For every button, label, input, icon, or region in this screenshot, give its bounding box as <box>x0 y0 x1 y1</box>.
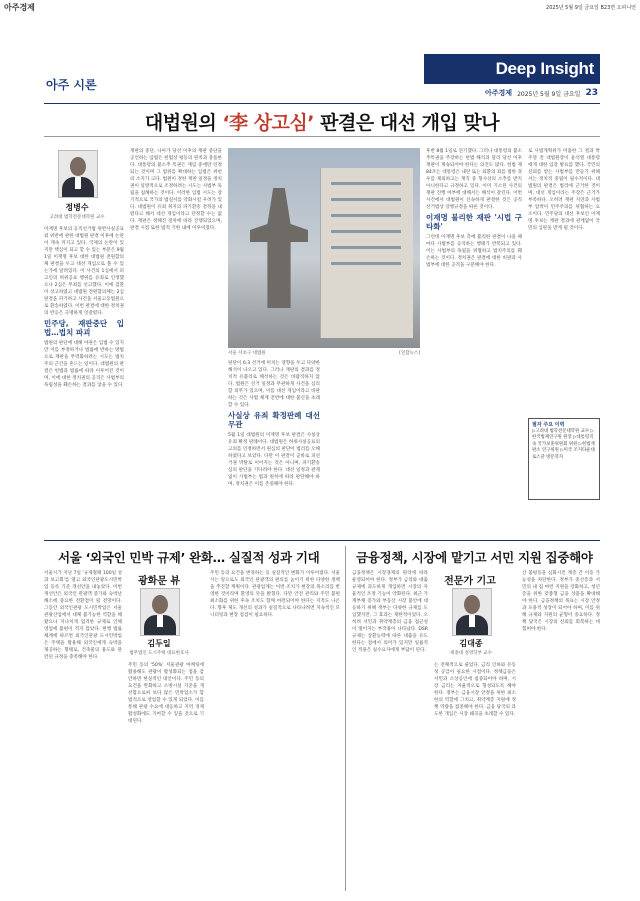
headline-quote: ‘李 상고심’ <box>222 112 314 134</box>
headline-pre: 대법원의 <box>144 112 223 134</box>
author-role: 고려대 법학전문대학원 교수 <box>49 215 105 220</box>
article-subhead: 민주당, 재판중단 입법…법치 파괴 <box>44 319 124 337</box>
author-portrait <box>58 150 98 198</box>
series-title: Deep Insight <box>495 59 594 78</box>
column-label: 전문가 기고 <box>444 576 496 587</box>
contributor-name: 김대종 <box>459 639 483 648</box>
page-topbar <box>0 0 640 14</box>
headline-post: 판결은 대선 개입 맞나 <box>314 112 500 134</box>
article-paragraph: 5월 1일 대법원의 이재명 후보 판결은 사실상 유죄 확정 판례이다. 대법원은 허위사실공표의 고의를 인정하면서 원심의 판단이 법리를 오해하였다고 보았다. 다만 이 판결이 곧바로 피선거권 박탈로 이어지는 것은 아니며, 파기환송심의 판단을 기다려야 한다. 대선 일정과 관계없이 사법부는 법과 원칙에 따라 판단해야 하며, 정치권은 이를 존중해야 한다. <box>228 433 320 487</box>
author-profile-box <box>528 418 600 500</box>
article-column-4 <box>426 148 522 530</box>
column-label: 광화문 뷰 <box>137 576 181 587</box>
article-column-5 <box>528 148 600 414</box>
bottom-right-column-2 <box>434 662 516 890</box>
main-headline <box>44 108 600 135</box>
article-subhead: 이재명 불리한 재판 '시법 구타화' <box>426 213 522 231</box>
author-name: 정병수 <box>65 203 89 212</box>
article-column-3 <box>228 360 320 530</box>
masthead-brand: 아주경제 <box>4 2 35 12</box>
section-header <box>44 54 600 102</box>
article-paragraph: 주민 동의 '50%' 서울관광 마케팅에 활용해도 관광이 활성화되는 점을 감안하면 현실적인 대안이다. 주민 동의 요건을 완화하고 소방시설 기준을 개선함으로써 보다 많은 민박업소가 합법적으로 영업할 수 있게 되었다. 이를 통해 관광 수요에 대응하고 지역 경제 활성화에도 기여할 수 있을 것으로 기대된다. <box>128 663 204 724</box>
article-paragraph: 산 불평등을 심화시킨 계층 간 이동 가능성을 차단한다. 정부가 중산층과 서민의 내 집 마련 지원을 강화하고, 청년층을 위한 맞춤형 금융 상품을 확대해야 한다. 금융정책의 목표는 시장 안정과 포용적 성장이 되어야 하며, 이를 위해 규제와 지원의 균형이 중요하다. 정책 당국은 시장의 신뢰를 회복하는 데 힘써야 한다. <box>522 571 600 632</box>
photo-caption <box>228 350 420 356</box>
column-divider <box>345 546 346 891</box>
bottom-left-column-1 <box>44 570 122 890</box>
header-rule <box>44 103 600 104</box>
article-paragraph: 재판의 중단, 나아가 당선 이후의 재판 중단을 공언하는 입법은 헌법상 평등의 원칙과 충돌한다. 대통령의 불소추 특권은 재임 중에만 인정되는 것이며 그 범위를 확대하는 입법은 위헌의 소지가 크다. 법원이 정한 재판 일정을 정치권이 일방적으로 조정하려는 시도는 사법부 독립을 침해하는 것이다. 이러한 입법 시도는 장기적으로 국가의 법질서를 약화시킬 우려가 있다. 대법원이 유죄 취지의 파기환송 결정을 내렸다고 해서 대선 개입이라고 단정할 수는 없다. 재판은 정해진 절차에 따라 진행되었으며, 판결 시점 또한 법적 기한 내에 이루어졌다. <box>130 149 222 231</box>
photo-credit: [연합뉴스] <box>399 351 420 356</box>
contributor-role: 세종대 경영학부 교수 <box>450 651 492 656</box>
bottom-left-column-2 <box>128 662 204 890</box>
page-number: 23 <box>585 88 598 98</box>
article-paragraph: 금융정책은 시장경제의 원리에 따라 운영되어야 한다. 정부가 금리와 대출 규제에 과도하게 개입하면 시장의 자율적인 조정 기능이 약화된다. 최근 가계부채 증가와 부동산 시장 불안에 대응하기 위해 정부는 다양한 규제를 도입했지만, 그 효과는 제한적이었다. 오히려 서민과 취약계층의 금융 접근성이 떨어지는 부작용이 나타났다. DSR 규제는 상환능력에 따른 대출을 유도한다는 점에서 의미가 있지만 일률적인 적용은 실수요자에게 부담이 된다. <box>352 571 428 653</box>
columnist-name: 김두일 <box>147 639 171 648</box>
article-paragraph: 는 전체적으로 줄었다. 금리 인하와 유동성 공급이 필요한 시점이다. 정책금융은 서민과 소상공인에 집중되어야 하며, 시장 금리는 자율적으로 형성되도록 해야 한다. 정부는 금융시장 안정을 위한 최소한의 역할에 그치고, 취약계층 지원에 정책 역량을 집중해야 한다. 금융 당국의 과도한 개입은 시장 왜곡을 초래할 수 있다. <box>434 663 516 717</box>
profile-box-title: 필자 주요 이력 <box>532 422 565 428</box>
article-paragraph: 그런데 이재명 후보 측에 불리한 판결이 나올 때마다 사법부를 공격하는 행태가 반복되고 있다. 이는 사법부의 독립을 위협하고 법치주의를 훼손하는 것이다. 정치권은 판결에 대한 비판과 사법부에 대한 공격을 구분해야 한다. <box>426 235 522 268</box>
article-paragraph: 이재명 후보의 공직선거법 위반사실공표죄 위반에 관한 대법원 판결 이후에 논란이 계속 커지고 있다. 국제의 논란이 있지만 핵심이 되고 할 수 있는 부분은 9월 1일 이재명 후보 대한 대법원 전원합의체 판결을 두고 대선 개입으로 볼 수 있는가에 달려있다. 이 사건의 1심에서 피고인의 허위공표 행위를 유죄로 인정했으나 2심은 무죄를 선고했다. 이에 검찰이 상고하였고 대법원 전원합의체는 2심 판결을 파기하고 사건을 서울고등법원으로 환송하였다. 이번 판결에 대한 정치권의 반응은 극명하게 엇갈렸다. <box>44 227 124 316</box>
publisher-name: 아주경제 <box>485 89 513 97</box>
section-title: 아주 시론 <box>46 78 97 92</box>
section-divider <box>44 540 600 541</box>
headline-rule <box>44 136 600 137</box>
bottom-right-column-1 <box>352 570 428 890</box>
article-paragraph: 후반 8월 1일로 연기했다. 그러나 대통령의 불소추특권을 주장하는 헌법 해석과 달리 당선 이후 재판이 계속되어야 한다는 의견도 많다. 헌법 제84조는 대통령은 내란 또는 외환의 죄를 범한 경우를 제외하고는 재직 중 형사상의 소추를 받지 아니한다고 규정하고 있다. 이미 기소된 사건의 재판 진행 여부에 대해서는 해석이 갈린다. 이번 사건에서 대법원이 신속하게 판결한 것은 공직선거법상 강행규정을 따른 것이다. <box>426 149 522 210</box>
deep-insight-banner <box>424 54 600 84</box>
bottom-left-column-3 <box>210 570 340 890</box>
supreme-court-photo <box>228 148 420 348</box>
article-column-2 <box>130 148 222 530</box>
article-paragraph: 판단이 6·3 선거에 미치는 영향을 두고 다양한 해석이 나오고 있다. 그러나 재판의 결과를 정치적 유불리로 해석하는 것은 바람직하지 않다. 법원은 선거 일정과 무관하게 사건을 심리할 의무가 있으며, 이를 대선 개입이라고 비판하는 것은 사법 체계 전반에 대한 불신을 초래할 수 있다. <box>228 361 320 408</box>
article-paragraph: 서울시가 지난 7일 '규제철폐 100일 성과 보고회'를 열고 외국인관광도시민박업 등록 기준 개선안을 내놓았다. 이번 개선안은 외국인 관광객 증가와 숙박난 해소에 중요한 전환점이 될 전망이다. 그동안 외국인관광 도시민박업은 서울 관광산업에서 대체 불가능한 역할을 해왔으나 지나치게 엄격한 규제로 인해 영업에 불편이 적지 않았다. 현행 법률체계에 따르면 외국인관광 도시민박업은 주택을 활용해 외국인에게 숙박을 제공하는 형태로, 건축물의 용도와 관련된 규정을 충족해야 한다. <box>44 571 122 660</box>
article-paragraph: 로 사법개혁위가 미흡한 그 결과 박주영 전 대법원장이 윤석열 대통령에게 대한 입장 발표를 했다. 국민의 신뢰를 받는 사법부를 만들기 위해서는 정치적 중립이 필수적이다. 대법원의 판결은 법리에 근거한 것이며, 대선 개입이라는 주장은 근거가 부족하다. 오히려 재판 지연과 사법부 압박이 민주주의를 위협하는 요소이다. 민주당의 대선 후보인 이재명 후보는 재판 결과에 관계없이 국민의 심판을 받게 될 것이다. <box>528 149 600 231</box>
article-paragraph: 주민 동의 요건을 변경하는 등 실질적인 변화가 이루어졌다. 서울시는 앞으로도 외국인 관광객의 편의를 높이기 위한 다양한 정책을 추진할 계획이다. 관광업계는 이번 조치가 현장의 목소리를 반영한 것이라며 환영의 뜻을 밝혔다. 다만 안전 관리와 주민 불편 최소화를 위한 후속 조치도 함께 마련되어야 한다는 지적도 나온다. 향후 제도 개선의 성과가 실질적으로 나타나려면 지속적인 모니터링과 현장 점검이 필요하다. <box>210 571 340 618</box>
article-paragraph: 법원의 판단에 대해 야권은 입법 수 있지만 이를 부정하거나 법률에 반하는 방법으로 재판을 무력화하려는 시도는 법치주의 근간을 흔드는 일이다. 대법원의 판결은 헌법과 법률에 따라 이루어진 것이며, 이에 대한 정치권의 공격은 사법부의 독립성을 훼손하는 결과를 낳을 수 있다. <box>44 341 124 388</box>
issue-info <box>485 88 598 98</box>
article-subhead: 사실상 유죄 확정판례 대선 무관 <box>228 411 320 429</box>
profile-box-body: ▷고려대 법학전문대학원 교수 ▷한국법제연구원 원장 ▷대통령직속 국가보훈위원회 위원 ▷헌법재판소 연구위원 ▷미국 조지타운대 로스쿨 방문학자 <box>532 428 595 460</box>
bottom-right-column-3 <box>522 570 600 890</box>
contributor-portrait <box>452 588 492 636</box>
article-column-1 <box>44 226 124 530</box>
bottom-right-headline: 금융정책, 시장에 맡기고 서민 지원 집중해야 <box>356 550 593 565</box>
columnist-portrait <box>140 588 180 636</box>
bottom-left-headline: 서울 ‘외국인 민박 규제’ 완화… 실질적 성과 기대 <box>58 550 320 565</box>
page-meta: 2025년 5월 9일 금요일 B23면 오피니언 <box>546 4 636 11</box>
columnist-role: 법무법인 도시주택 대표변호사 <box>129 651 189 656</box>
issue-date: 2025년 5월 9일 금요일 <box>517 90 581 98</box>
photo-caption-text: 서울 서초구 대법원 <box>228 351 266 356</box>
